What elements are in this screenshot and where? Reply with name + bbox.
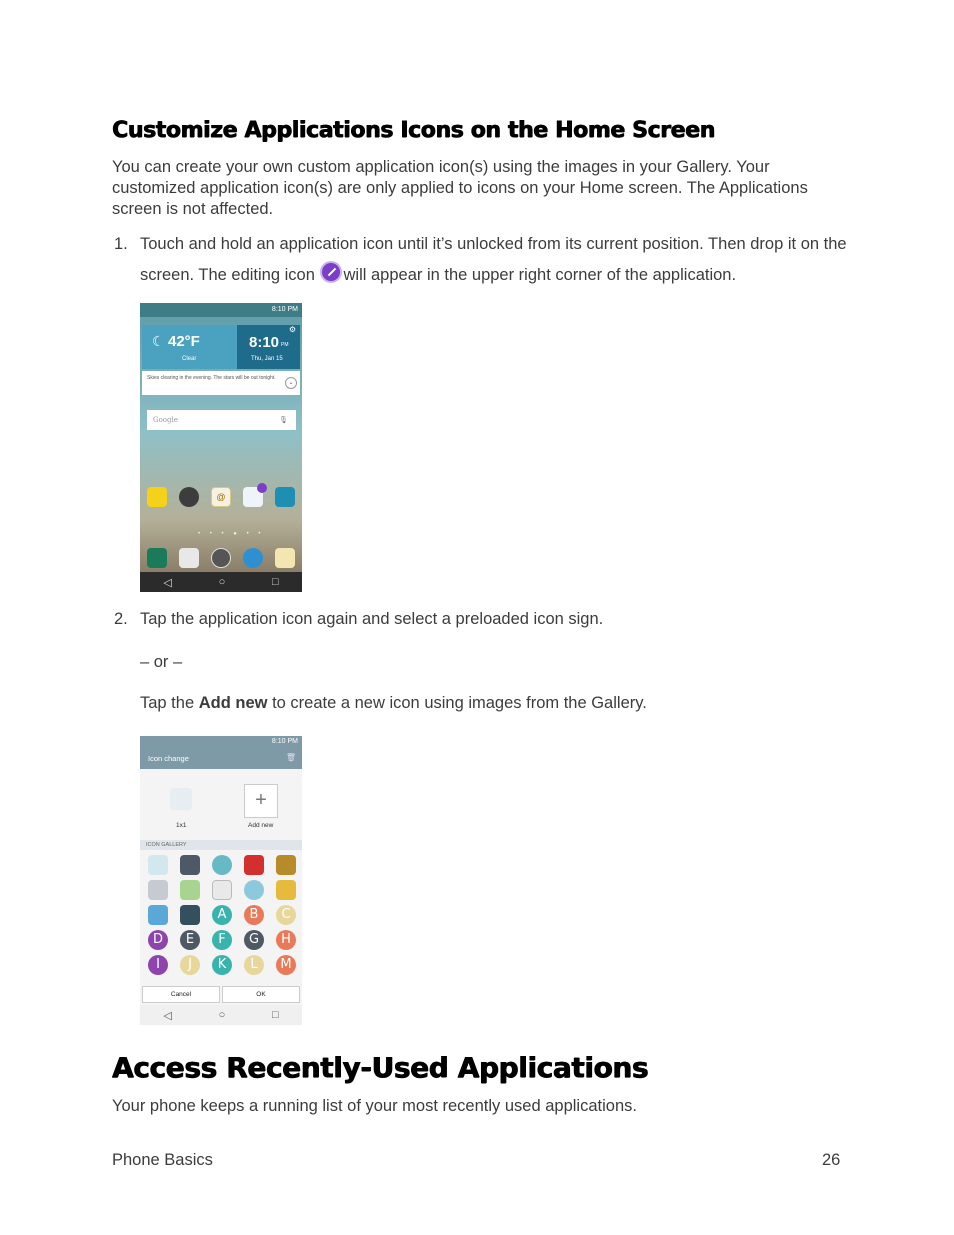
app-icon-email[interactable]: @ — [211, 487, 231, 507]
footer-section-name: Phone Basics — [112, 1151, 213, 1169]
step-text-fragment: screen. The editing icon — [140, 266, 315, 284]
navigation-bar — [140, 1005, 302, 1025]
status-time: 8:10 PM — [271, 306, 298, 313]
page-indicator: • • • ● • • — [198, 531, 265, 537]
status-bar — [140, 736, 302, 748]
back-icon[interactable]: ◁ — [163, 1009, 172, 1022]
apps-icon[interactable] — [211, 548, 231, 568]
step-text-fragment: Tap the — [140, 694, 195, 712]
app-icon-play-store[interactable] — [243, 487, 263, 507]
gamepad-icon[interactable] — [148, 880, 168, 900]
letter-icon-e[interactable]: E — [180, 930, 200, 950]
letter-icon-h[interactable]: H — [276, 930, 296, 950]
people-icon[interactable] — [148, 905, 168, 925]
cancel-button[interactable]: Cancel — [142, 986, 220, 1003]
step-text-fragment: to create a new icon using images from the Gallery. — [272, 694, 647, 712]
weather-condition: Clear — [182, 356, 197, 362]
letter-icon-g[interactable]: G — [244, 930, 264, 950]
letter-icon-m[interactable]: M — [276, 955, 296, 975]
step-text: Tap the application icon again and select a preloaded icon sign. — [140, 610, 604, 628]
gear-icon: ⚙ — [288, 325, 296, 334]
letter-icon-j[interactable]: J — [180, 955, 200, 975]
step-number: 1. — [114, 235, 128, 253]
section-intro: You can create your own custom application icon(s) using the images in your Gallery. Your customized application icon(s) are only applied to icons on your Home screen. The Applications screen is not affected. — [112, 158, 808, 218]
mic-icon[interactable]: 🎙 — [279, 416, 288, 424]
map-icon[interactable] — [180, 880, 200, 900]
news-icon[interactable] — [212, 880, 232, 900]
gallery-icon[interactable] — [180, 855, 200, 875]
step-text — [140, 234, 860, 286]
clock-widget[interactable] — [237, 325, 300, 369]
edit-icon[interactable] — [257, 483, 267, 493]
status-time: 8:10 PM — [271, 738, 298, 745]
letter-icon-c[interactable]: C — [276, 905, 296, 925]
basket-icon[interactable] — [276, 880, 296, 900]
letter-icon-f[interactable]: F — [212, 930, 232, 950]
home-screen-screenshot — [140, 303, 302, 592]
chevron-down-icon[interactable]: ⌄ — [285, 377, 297, 389]
gallery-icon[interactable] — [212, 855, 232, 875]
icon-gallery-label: ICON GALLERY — [140, 840, 302, 850]
section-heading: Access Recently-Used Applications — [112, 1051, 649, 1084]
back-icon[interactable]: ◁ — [163, 576, 172, 589]
clock-ampm: PM — [281, 342, 289, 348]
recents-icon[interactable]: □ — [271, 576, 279, 588]
add-new-label: Add new — [248, 822, 274, 829]
add-new-label: Add new — [198, 694, 268, 712]
browser-icon[interactable] — [243, 548, 263, 568]
moon-icon: ☾ — [152, 333, 165, 349]
recents-icon[interactable]: □ — [271, 1009, 279, 1021]
app-icon-zone[interactable] — [147, 487, 167, 507]
section-intro: Your phone keeps a running list of your most recently used applications. — [112, 1097, 637, 1115]
utensils-icon[interactable] — [244, 880, 264, 900]
step-text — [140, 693, 860, 714]
home-icon[interactable]: ○ — [218, 1009, 226, 1021]
ok-button[interactable]: OK — [222, 986, 300, 1003]
forecast-text: Skies clearing in the evening. The stars will be out tonight. — [147, 375, 276, 381]
or-separator: – or – — [140, 653, 183, 671]
weather-widget[interactable] — [142, 325, 237, 369]
phone-icon[interactable] — [147, 548, 167, 568]
edit-icon — [320, 261, 342, 283]
letter-icon-b[interactable]: B — [244, 905, 264, 925]
play-store-icon[interactable] — [170, 788, 192, 810]
status-bar — [140, 303, 302, 317]
letter-icon-l[interactable]: L — [244, 955, 264, 975]
gallery-icon[interactable] — [276, 855, 296, 875]
header-bar — [140, 736, 302, 769]
option-1x1: 1x1 — [176, 822, 187, 829]
header-title: Icon change — [148, 754, 189, 763]
add-new-button[interactable]: + — [244, 784, 278, 818]
gallery-icon[interactable] — [148, 855, 168, 875]
gallery-icon[interactable] — [244, 855, 264, 875]
letter-icon-d[interactable]: D — [148, 930, 168, 950]
section-heading: Customize Applications Icons on the Home Screen — [112, 118, 715, 143]
google-search-bar[interactable] — [147, 410, 296, 430]
letter-icon-i[interactable]: I — [148, 955, 168, 975]
app-icon-voicemail[interactable] — [275, 487, 295, 507]
trash-icon[interactable]: 🗑 — [285, 753, 296, 762]
forecast-card — [142, 371, 300, 395]
camera-icon[interactable] — [179, 548, 199, 568]
step-text-fragment: will appear in the upper right corner of the application. — [343, 266, 737, 284]
step-text-line — [140, 261, 860, 286]
search-placeholder: Google — [153, 416, 178, 424]
clock-date: Thu, Jan 15 — [251, 356, 283, 362]
step-number: 2. — [114, 610, 128, 628]
weather-temp: 42°F — [168, 333, 200, 350]
app-icon-folder[interactable] — [179, 487, 199, 507]
letter-icon-k[interactable]: K — [212, 955, 232, 975]
monitor-icon[interactable] — [180, 905, 200, 925]
messaging-icon[interactable] — [275, 548, 295, 568]
letter-icon-a[interactable]: A — [212, 905, 232, 925]
step-text-line: Touch and hold an application icon until it’s unlocked from its current position. Then drop it on the — [140, 235, 847, 253]
navigation-bar — [140, 572, 302, 592]
clock-time: 8:10 — [249, 334, 280, 351]
page-number: 26 — [822, 1151, 841, 1169]
home-icon[interactable]: ○ — [218, 576, 226, 588]
icon-change-screenshot — [140, 736, 302, 1025]
